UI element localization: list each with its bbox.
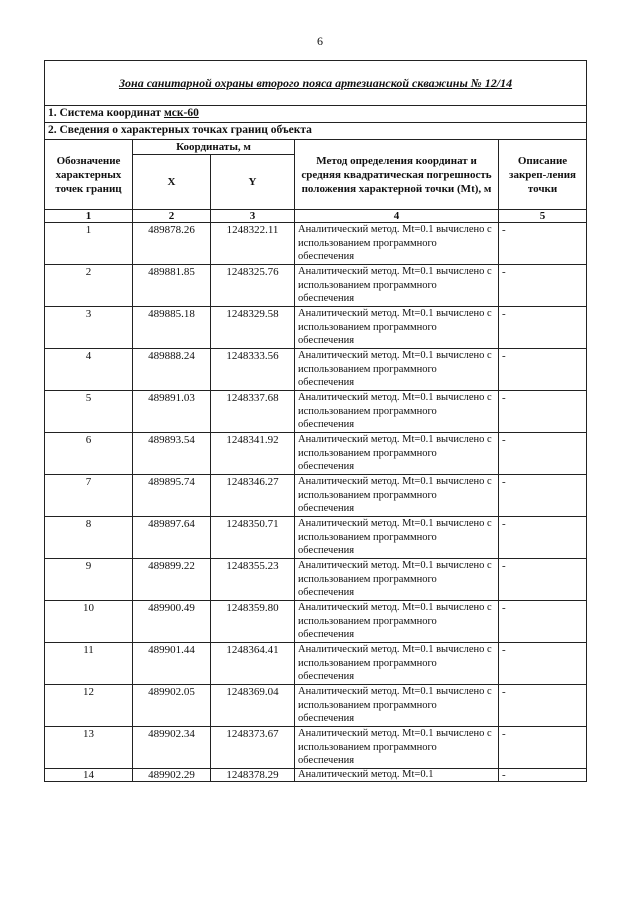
- description-cell: -: [499, 601, 587, 643]
- point-number: 8: [45, 517, 133, 559]
- coord-x: 489878.26: [133, 223, 211, 265]
- coord-y: 1248373.67: [211, 727, 295, 769]
- method-cell: Аналитический метод. Mt=0.1 вычислено с использованием программного обеспечения: [295, 685, 499, 727]
- coord-y: 1248359.80: [211, 601, 295, 643]
- coord-y: 1248322.11: [211, 223, 295, 265]
- description-cell: -: [499, 475, 587, 517]
- coord-y: 1248325.76: [211, 265, 295, 307]
- method-cell: Аналитический метод. Mt=0.1 вычислено с использованием программного обеспечения: [295, 727, 499, 769]
- method-cell: Аналитический метод. Mt=0.1 вычислено с использованием программного обеспечения: [295, 643, 499, 685]
- header-method: Метод определения координат и средняя квадратическая погрешность положения характерной точки (Mt), м: [295, 140, 499, 210]
- coord-x: 489897.64: [133, 517, 211, 559]
- coordinate-system-row: [45, 106, 587, 123]
- coord-y: 1248341.92: [211, 433, 295, 475]
- boundary-points-table: [44, 60, 587, 782]
- point-number: 9: [45, 559, 133, 601]
- method-cell: Аналитический метод. Mt=0.1 вычислено с использованием программного обеспечения: [295, 349, 499, 391]
- table-row: [45, 517, 587, 559]
- coord-y: 1248378.29: [211, 769, 295, 782]
- point-number: 1: [45, 223, 133, 265]
- method-cell: Аналитический метод. Mt=0.1 вычислено с использованием программного обеспечения: [295, 559, 499, 601]
- method-cell: Аналитический метод. Mt=0.1 вычислено с использованием программного обеспечения: [295, 517, 499, 559]
- point-number: 2: [45, 265, 133, 307]
- point-number: 7: [45, 475, 133, 517]
- coord-x: 489891.03: [133, 391, 211, 433]
- coord-y: 1248346.27: [211, 475, 295, 517]
- description-cell: -: [499, 307, 587, 349]
- header-description: Описание закреп-ления точки: [499, 140, 587, 210]
- table-row: [45, 223, 587, 265]
- description-cell: -: [499, 769, 587, 782]
- coord-x: 489885.18: [133, 307, 211, 349]
- table-row: [45, 349, 587, 391]
- coord-x: 489902.05: [133, 685, 211, 727]
- method-cell: Аналитический метод. Mt=0.1: [295, 769, 499, 782]
- description-cell: -: [499, 559, 587, 601]
- point-number: 4: [45, 349, 133, 391]
- col-number: 1: [45, 210, 133, 223]
- coord-y: 1248337.68: [211, 391, 295, 433]
- table-row: [45, 265, 587, 307]
- page-number: 6: [317, 34, 323, 48]
- point-number: 6: [45, 433, 133, 475]
- coord-x: 489900.49: [133, 601, 211, 643]
- method-cell: Аналитический метод. Mt=0.1 вычислено с использованием программного обеспечения: [295, 391, 499, 433]
- col-number: 3: [211, 210, 295, 223]
- document-frame: [44, 60, 586, 782]
- coord-y: 1248329.58: [211, 307, 295, 349]
- table-row: [45, 391, 587, 433]
- col-number: 4: [295, 210, 499, 223]
- method-cell: Аналитический метод. Mt=0.1 вычислено с использованием программного обеспечения: [295, 223, 499, 265]
- table-row: [45, 475, 587, 517]
- col-number: 2: [133, 210, 211, 223]
- method-cell: Аналитический метод. Mt=0.1 вычислено с использованием программного обеспечения: [295, 601, 499, 643]
- coord-y: 1248364.41: [211, 643, 295, 685]
- method-cell: Аналитический метод. Mt=0.1 вычислено с использованием программного обеспечения: [295, 433, 499, 475]
- method-cell: Аналитический метод. Mt=0.1 вычислено с использованием программного обеспечения: [295, 475, 499, 517]
- coord-y: 1248355.23: [211, 559, 295, 601]
- description-cell: -: [499, 349, 587, 391]
- coordinate-system-name: мск-60: [163, 107, 199, 119]
- description-cell: -: [499, 643, 587, 685]
- coord-y: 1248333.56: [211, 349, 295, 391]
- header-coordinates: Координаты, м: [133, 140, 295, 155]
- table-row: [45, 685, 587, 727]
- table-row: [45, 769, 587, 782]
- point-number: 14: [45, 769, 133, 782]
- point-number: 12: [45, 685, 133, 727]
- table-row: [45, 307, 587, 349]
- point-number: 11: [45, 643, 133, 685]
- description-cell: -: [499, 433, 587, 475]
- header-x: X: [133, 155, 211, 210]
- section2-heading: 2. Сведения о характерных точках границ объекта: [45, 123, 587, 140]
- method-cell: Аналитический метод. Mt=0.1 вычислено с использованием программного обеспечения: [295, 265, 499, 307]
- table-row: [45, 433, 587, 475]
- method-cell: Аналитический метод. Mt=0.1 вычислено с использованием программного обеспечения: [295, 307, 499, 349]
- description-cell: -: [499, 727, 587, 769]
- coord-y: 1248369.04: [211, 685, 295, 727]
- description-cell: -: [499, 685, 587, 727]
- description-cell: -: [499, 223, 587, 265]
- col-number: 5: [499, 210, 587, 223]
- coord-x: 489895.74: [133, 475, 211, 517]
- point-number: 5: [45, 391, 133, 433]
- point-number: 3: [45, 307, 133, 349]
- coord-x: 489881.85: [133, 265, 211, 307]
- coord-x: 489888.24: [133, 349, 211, 391]
- coord-x: 489902.34: [133, 727, 211, 769]
- section1-prefix: 1. Система координат: [48, 107, 164, 119]
- header-y: Y: [211, 155, 295, 210]
- coord-x: 489901.44: [133, 643, 211, 685]
- table-row: [45, 643, 587, 685]
- description-cell: -: [499, 265, 587, 307]
- coord-y: 1248350.71: [211, 517, 295, 559]
- point-number: 13: [45, 727, 133, 769]
- description-cell: -: [499, 391, 587, 433]
- header-designation: Обозначение характерных точек границ: [45, 140, 133, 210]
- table-row: [45, 601, 587, 643]
- coord-x: 489902.29: [133, 769, 211, 782]
- table-row: [45, 559, 587, 601]
- description-cell: -: [499, 517, 587, 559]
- coord-x: 489899.22: [133, 559, 211, 601]
- table-row: [45, 727, 587, 769]
- coord-x: 489893.54: [133, 433, 211, 475]
- point-number: 10: [45, 601, 133, 643]
- zone-title: Зона санитарной охраны второго пояса артезианской скважины № 12/14: [45, 61, 587, 106]
